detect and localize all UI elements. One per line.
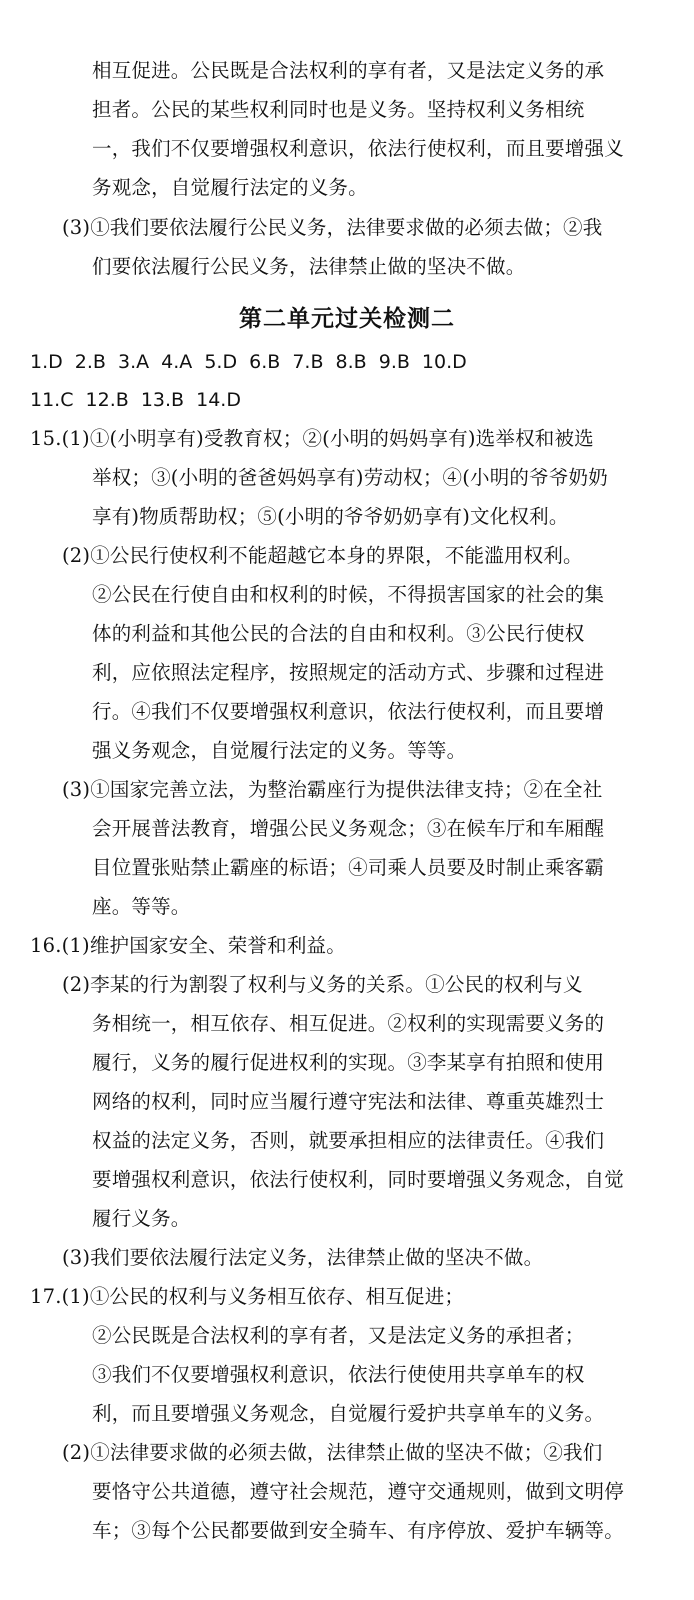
answer-line: 利，而且要增强义务观念，自觉履行爱护共享单车的义务。 bbox=[92, 1402, 605, 1425]
answer-line: 体的利益和其他公民的合法的自由和权利。③公民行使权 bbox=[92, 622, 585, 645]
answer-line: 16.(1)维护国家安全、荣誉和利益。 bbox=[30, 934, 346, 957]
intro-line: 相互促进。公民既是合法权利的享有者，又是法定义务的承 bbox=[92, 59, 605, 82]
answer-line: 15.(1)①(小明享有)受教育权；②(小明的妈妈享有)选举权和被选 bbox=[30, 427, 594, 450]
section-title: 第二单元过关检测二 bbox=[239, 306, 455, 332]
intro-line: 一，我们不仅要增强权利意识，依法行使权利，而且要增强义 bbox=[92, 137, 624, 160]
answer-line: ②公民既是合法权利的享有者，又是法定义务的承担者； bbox=[92, 1324, 585, 1347]
answer-line: (3)①国家完善立法，为整治霸座行为提供法律支持；②在全社 bbox=[62, 778, 603, 801]
intro-line: 担者。公民的某些权利同时也是义务。坚持权利义务相统 bbox=[92, 98, 585, 121]
answer-line: 举权；③(小明的爸爸妈妈享有)劳动权；④(小明的爷爷奶奶 bbox=[92, 466, 608, 489]
answer-line: 履行义务。 bbox=[92, 1207, 191, 1230]
answer-line: 利，应依照法定程序，按照规定的活动方式、步骤和过程进 bbox=[92, 661, 605, 684]
intro-line: (3)①我们要依法履行公民义务，法律要求做的必须去做；②我 bbox=[62, 216, 603, 239]
intro-line: 们要依法履行公民义务，法律禁止做的坚决不做。 bbox=[92, 255, 526, 278]
intro-line: 务观念，自觉履行法定的义务。 bbox=[92, 176, 368, 199]
answer-line: 座。等等。 bbox=[92, 895, 191, 918]
answer-line: 要恪守公共道德，遵守社会规范，遵守交通规则，做到文明停 bbox=[92, 1480, 624, 1503]
answer-line: 目位置张贴禁止霸座的标语；④司乘人员要及时制止乘客霸 bbox=[92, 856, 605, 879]
answer-line: 会开展普法教育，增强公民义务观念；③在候车厅和车厢醒 bbox=[92, 817, 605, 840]
answer-line: 享有)物质帮助权；⑤(小明的爷爷奶奶享有)文化权利。 bbox=[92, 505, 569, 528]
answer-line: (3)我们要依法履行法定义务，法律禁止做的坚决不做。 bbox=[62, 1246, 544, 1269]
answer-line: 车；③每个公民都要做到安全骑车、有序停放、爱护车辆等。 bbox=[92, 1519, 624, 1542]
answer-line: 要增强权利意识，依法行使权利，同时要增强义务观念，自觉 bbox=[92, 1168, 624, 1191]
answer-line: 务相统一，相互依存、相互促进。②权利的实现需要义务的 bbox=[92, 1012, 605, 1035]
answer-line: 履行，义务的履行促进权利的实现。③李某享有拍照和使用 bbox=[92, 1051, 605, 1074]
answer-row: 11.C 12.B 13.B 14.D bbox=[30, 389, 241, 411]
answer-line: ②公民在行使自由和权利的时候，不得损害国家的社会的集 bbox=[92, 583, 605, 606]
answer-line: 17.(1)①公民的权利与义务相互依存、相互促进； bbox=[30, 1285, 465, 1308]
answer-line: (2)①公民行使权利不能超越它本身的界限，不能滥用权利。 bbox=[62, 544, 583, 567]
answer-line: (2)①法律要求做的必须去做，法律禁止做的坚决不做；②我们 bbox=[62, 1441, 603, 1464]
answer-line: 行。④我们不仅要增强权利意识，依法行使权利，而且要增 bbox=[92, 700, 605, 723]
answer-line: 权益的法定义务，否则，就要承担相应的法律责任。④我们 bbox=[92, 1129, 605, 1152]
answer-line: ③我们不仅要增强权利意识，依法行使使用共享单车的权 bbox=[92, 1363, 585, 1386]
answer-row: 1.D 2.B 3.A 4.A 5.D 6.B 7.B 8.B 9.B 10.D bbox=[30, 351, 467, 373]
answer-line: (2)李某的行为割裂了权利与义务的关系。①公民的权利与义 bbox=[62, 973, 583, 996]
answer-line: 强义务观念，自觉履行法定的义务。等等。 bbox=[92, 739, 467, 762]
answer-line: 网络的权利，同时应当履行遵守宪法和法律、尊重英雄烈士 bbox=[92, 1090, 605, 1113]
